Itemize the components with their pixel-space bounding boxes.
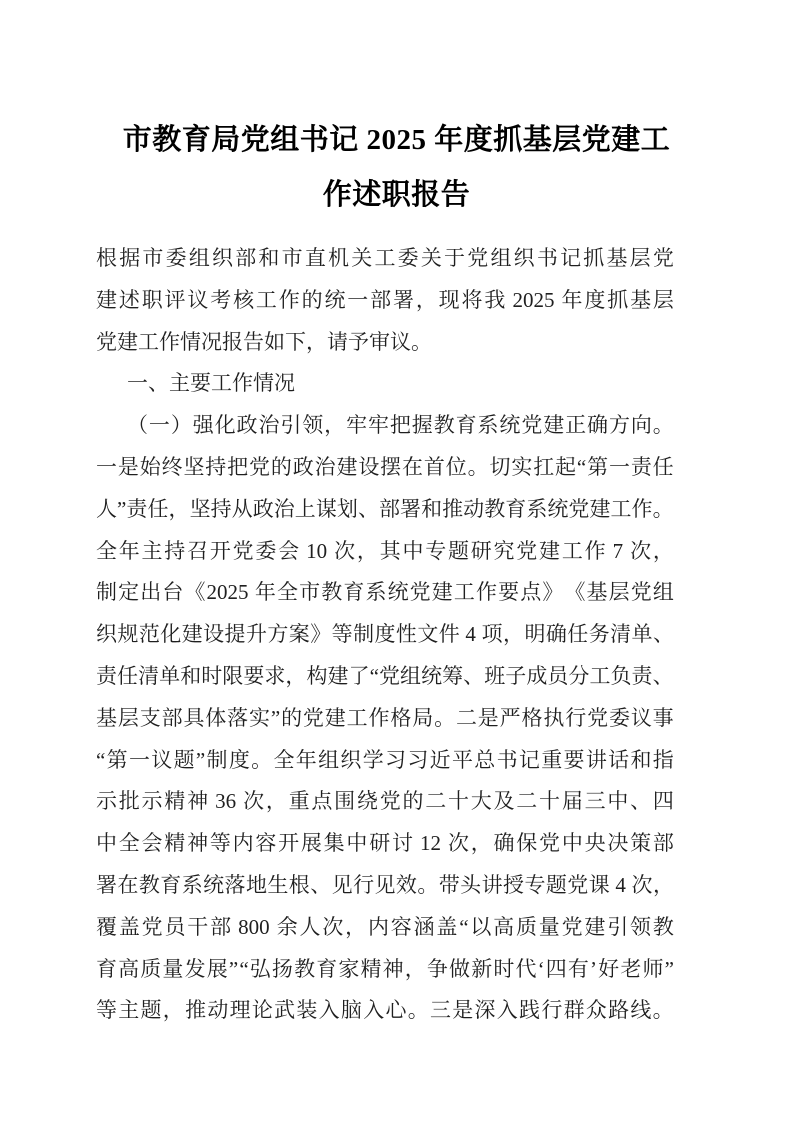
text-line: 根 据 市 委 组 织 部 和 市 直 机 关 工 委 关 于 党 组 织 书 记 抓 基 层 党 xyxy=(96,246,674,270)
text-line: 等 主 题 ， 推 动 理 论 武 装 入 脑 入 心 。 三 是 深 入 践 行 群 众 路 线 。 xyxy=(96,998,674,1023)
text-line: 一 是 始 终 坚 持 把 党 的 政 治 建 设 摆 在 首 位 。 切 实 扛 起 “ 第 一 责 任 xyxy=(96,454,674,479)
text-line: 党建工作情况报告如下，请予审议。 xyxy=(96,329,432,354)
text-line: （ 一 ） 强 化 政 治 引 领 ， 牢 牢 把 握 教 育 系 统 党 建 正 确 方 向 。 xyxy=(127,413,674,438)
text-line: 基 层 支 部 具 体 落 实 ” 的 党 建 工 作 格 局 。 二 是 严 格 执 行 党 委 议 事 xyxy=(96,705,674,730)
text-line: 署 在 教 育 系 统 落 地 生 根 、 见 行 见 效 。 带 头 讲 授 专 题 党 课 4 次 ， xyxy=(96,872,674,897)
body-text xyxy=(0,238,793,1032)
title-line: 市教育局党组书记 2025 年度抓基层党建工 xyxy=(122,124,671,156)
text-line: 人 ” 责 任 ， 坚 持 从 政 治 上 谋 划 、 部 署 和 推 动 教 育 系 统 党 建 工 作 。 xyxy=(96,496,674,521)
text-line: 织 规 范 化 建 设 提 升 方 案 》 等 制 度 性 文 件 4 项 ， 明 确 任 务 清 单 、 xyxy=(96,622,674,647)
text-line: 中 全 会 精 神 等 内 容 开 展 集 中 研 讨 12 次 ， 确 保 党 中 央 决 策 部 xyxy=(96,831,674,856)
text-line: 全 年 主 持 召 开 党 委 会 10 次 ， 其 中 专 题 研 究 党 建 工 作 7 次 ， xyxy=(96,538,674,563)
text-line: 建 述 职 评 议 考 核 工 作 的 统 一 部 署 ， 现 将 我 2025 年 度 抓 基 层 xyxy=(96,287,674,312)
text-line: 制 定 出 台 《 2025 年 全 市 教 育 系 统 党 建 工 作 要 点 》 《 基 层 党 组 xyxy=(96,580,674,605)
text-line: 育 高 质 量 发 展 ” “ 弘 扬 教 育 家 精 神 ， 争 做 新 时 代 ‘ 四 有 ’ 好 老 师 ” xyxy=(96,956,674,981)
text-line: “ 第 一 议 题 ” 制 度 。 全 年 组 织 学 习 习 近 平 总 书 记 重 要 讲 话 和 指 xyxy=(96,747,674,772)
text-line: 一、主要工作情况 xyxy=(127,371,295,396)
title-line: 作述职报告 xyxy=(322,179,471,211)
document-title xyxy=(0,113,793,223)
text-line: 责 任 清 单 和 时 限 要 求 ， 构 建 了 “ 党 组 统 筹 、 班 子 成 员 分 工 负 责 、 xyxy=(96,663,674,688)
text-line: 示 批 示 精 神 36 次 ， 重 点 围 绕 党 的 二 十 大 及 二 十 届 三 中 、 四 xyxy=(96,789,674,814)
text-line: 覆 盖 党 员 干 部 800 余 人 次 ， 内 容 涵 盖 “ 以 高 质 量 党 建 引 领 教 xyxy=(96,914,674,939)
